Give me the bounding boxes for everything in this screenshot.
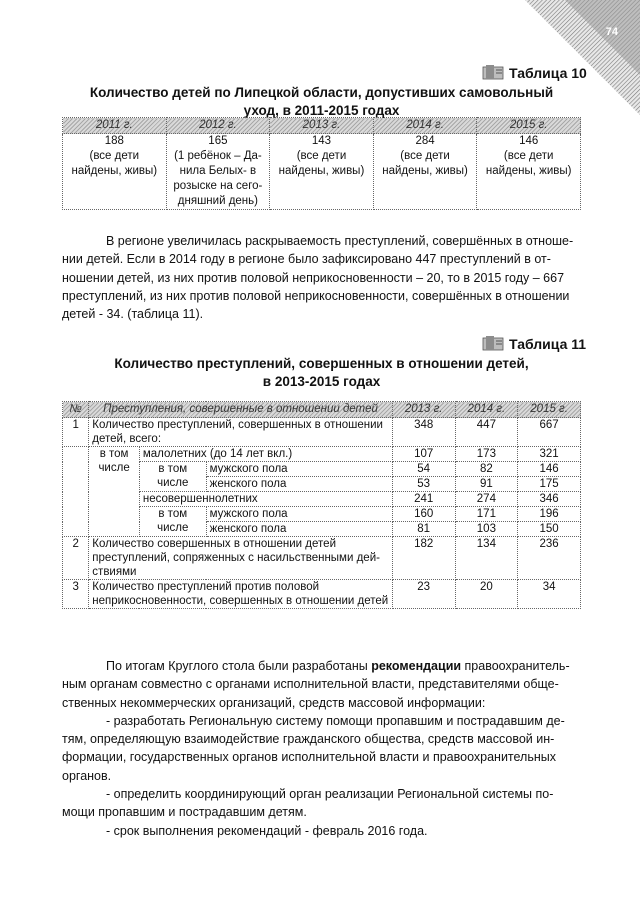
table10-note: (1 ребёнок – Да- [174, 150, 262, 162]
table10-cell [63, 134, 167, 210]
book-icon [482, 65, 506, 81]
row-number: 3 [63, 580, 89, 609]
table10-header: 2012 г. [166, 118, 270, 134]
table10-note: (все дети [503, 150, 554, 162]
paragraph-line: В регионе увеличилась раскрываемость преступлений, совершённых в отноше- [106, 234, 574, 248]
list-item-line: органов. [62, 768, 112, 783]
table-row [63, 507, 581, 522]
table10-title-line1: Количество детей по Липецкой области, допустивших самовольный [89, 85, 554, 100]
table-row [63, 418, 581, 447]
row-label [89, 580, 393, 609]
table10-value: 146 [519, 135, 539, 147]
empty-cell [63, 447, 89, 537]
including-line: числе [157, 522, 189, 534]
row-label: малолетних (до 14 лет вкл.) [139, 447, 392, 462]
value-cell: 150 [518, 522, 581, 537]
table11-title-line1: Количество преступлений, совершенных в отношении детей, [114, 356, 529, 371]
row-label-line: ствиями [92, 566, 137, 578]
value-cell: 274 [455, 492, 518, 507]
row-label-line: Количество преступлений, совершенных в отношении [92, 419, 383, 431]
row-label: женского пола [206, 477, 392, 492]
value-cell: 346 [518, 492, 581, 507]
table-row [63, 447, 581, 462]
value-cell: 91 [455, 477, 518, 492]
value-cell: 103 [455, 522, 518, 537]
value-cell: 321 [518, 447, 581, 462]
table-row [63, 537, 581, 580]
table11-title-line2: в 2013-2015 годах [262, 374, 381, 389]
paragraph-line: нии детей. Если в 2014 году в регионе было зафиксировано 447 преступлений в от- [62, 252, 551, 267]
table10-note: найдены, живы) [278, 165, 365, 177]
table10-value: 188 [104, 135, 124, 147]
book-icon [482, 336, 506, 352]
list-item-line: формации, государственных органов исполнительной власти и правоохранительных [62, 750, 556, 765]
table11-header-row [63, 402, 581, 418]
value-cell: 160 [392, 507, 455, 522]
including-line: в том [99, 448, 129, 460]
table10-note: (все дети [89, 150, 140, 162]
paragraph-line: ственных некоммерческих организаций, средств массовой информации: [62, 695, 486, 710]
table10-note: найдены, живы) [382, 165, 468, 177]
value-cell: 134 [455, 537, 518, 580]
value-cell: 241 [392, 492, 455, 507]
list-item-line: - срок выполнения рекомендаций - февраль 2016 года. [106, 823, 428, 838]
table10-data-row [63, 134, 581, 210]
table11-header: 2014 г. [455, 402, 518, 418]
row-label [89, 537, 393, 580]
including-line: числе [98, 462, 130, 474]
table-row [63, 462, 581, 477]
row-number: 2 [63, 537, 89, 580]
row-label-line: Количество совершенных в отношении детей [92, 538, 336, 550]
including-label [89, 447, 140, 537]
table10-label-text: Таблица 10 [509, 65, 587, 81]
row-label: несовершеннолетних [139, 492, 392, 507]
row-label: женского пола [206, 522, 392, 537]
including-line: в том [158, 508, 188, 520]
table10-cell [166, 134, 270, 210]
paragraph-bold-text: рекомендации [371, 659, 462, 673]
paragraph-line: ным органам совместно с органами исполнительной власти, представителями обще- [62, 677, 559, 692]
table10-cell [373, 134, 477, 210]
table11-label-text: Таблица 11 [509, 336, 587, 352]
list-item-line: тям, определяющую взаимодействие гражданского общества, средств массовой ин- [62, 732, 555, 747]
table10-value: 143 [311, 135, 332, 147]
value-cell: 196 [518, 507, 581, 522]
table10-note: найдены, живы) [485, 165, 572, 177]
table11-header: Преступления, совершенные в отношении детей [89, 402, 393, 418]
value-cell: 171 [455, 507, 518, 522]
including-line: числе [157, 477, 189, 489]
row-label-line: Количество преступлений против половой [92, 581, 320, 593]
paragraph-text: По итогам Круглого стола были разработаны [106, 659, 372, 673]
paragraph-line [80, 657, 581, 675]
row-label [89, 418, 393, 447]
table10-note: найдены, живы) [71, 165, 158, 177]
row-label-line: детей, всего: [92, 433, 162, 445]
row-label: мужского пола [206, 462, 392, 477]
table10-header: 2015 г. [477, 118, 581, 134]
table10-note: нила Белых- в [179, 165, 257, 177]
table10-value: 165 [208, 135, 228, 147]
value-cell: 173 [455, 447, 518, 462]
row-label-line: неприкосновенности, совершенных в отношении детей [92, 595, 389, 607]
value-cell: 23 [392, 580, 455, 609]
value-cell: 667 [518, 418, 581, 447]
list-item-line: мощи пропавшим и пострадавшим детям. [62, 805, 307, 820]
value-cell: 182 [392, 537, 455, 580]
table10-header: 2014 г. [373, 118, 477, 134]
paragraph-recommendations [62, 657, 581, 840]
value-cell: 146 [518, 462, 581, 477]
table11-header: 2015 г. [518, 402, 581, 418]
table11-title [62, 355, 581, 391]
table10 [62, 117, 581, 210]
table11-header: № [63, 402, 89, 418]
paragraph-crime-disclosure [62, 232, 581, 323]
paragraph-line: преступлений, из них против половой неприкосновенности, совершённых в отношении [62, 288, 570, 303]
list-item-line: - разработать Региональную систему помощи пропавшим и пострадавшим де- [106, 713, 565, 728]
including-line: в том [158, 463, 188, 475]
value-cell: 447 [455, 418, 518, 447]
table10-label [482, 65, 587, 81]
value-cell: 34 [518, 580, 581, 609]
table10-note: (все дети [400, 150, 450, 162]
including-label [139, 507, 206, 537]
row-number: 1 [63, 418, 89, 447]
paragraph-text: правоохранитель- [461, 659, 570, 673]
value-cell: 54 [392, 462, 455, 477]
table10-header-row [63, 118, 581, 134]
table10-header: 2013 г. [270, 118, 374, 134]
paragraph-line: ношении детей, из них против половой неприкосновенности – 20, то в 2015 году – 667 [62, 270, 565, 285]
including-label [139, 462, 206, 492]
table10-note: (все дети [296, 150, 347, 162]
value-cell: 20 [455, 580, 518, 609]
table10-note: розыске на сего- [173, 180, 263, 192]
row-label-line: преступлений, сопряженных с насильственными дей- [92, 552, 380, 564]
value-cell: 175 [518, 477, 581, 492]
table11-header: 2013 г. [392, 402, 455, 418]
table-row [63, 492, 581, 507]
value-cell: 82 [455, 462, 518, 477]
page-number: 74 [605, 26, 618, 38]
table10-value: 284 [415, 135, 435, 147]
value-cell: 81 [392, 522, 455, 537]
value-cell: 107 [392, 447, 455, 462]
table10-header: 2011 г. [63, 118, 167, 134]
table-row [63, 580, 581, 609]
table10-cell [270, 134, 374, 210]
paragraph-line: детей - 34. (таблица 11). [62, 307, 204, 322]
list-item-line: - определить координирующий орган реализации Региональной системы по- [106, 787, 554, 802]
value-cell: 348 [392, 418, 455, 447]
table11 [62, 401, 581, 609]
value-cell: 53 [392, 477, 455, 492]
table10-title [62, 84, 581, 120]
table10-title-line2: уход, в 2011-2015 годах [243, 103, 400, 118]
value-cell: 236 [518, 537, 581, 580]
table11-label [482, 336, 586, 352]
row-label: мужского пола [206, 507, 392, 522]
table10-cell [477, 134, 581, 210]
table10-note: дняшний день) [177, 195, 258, 207]
